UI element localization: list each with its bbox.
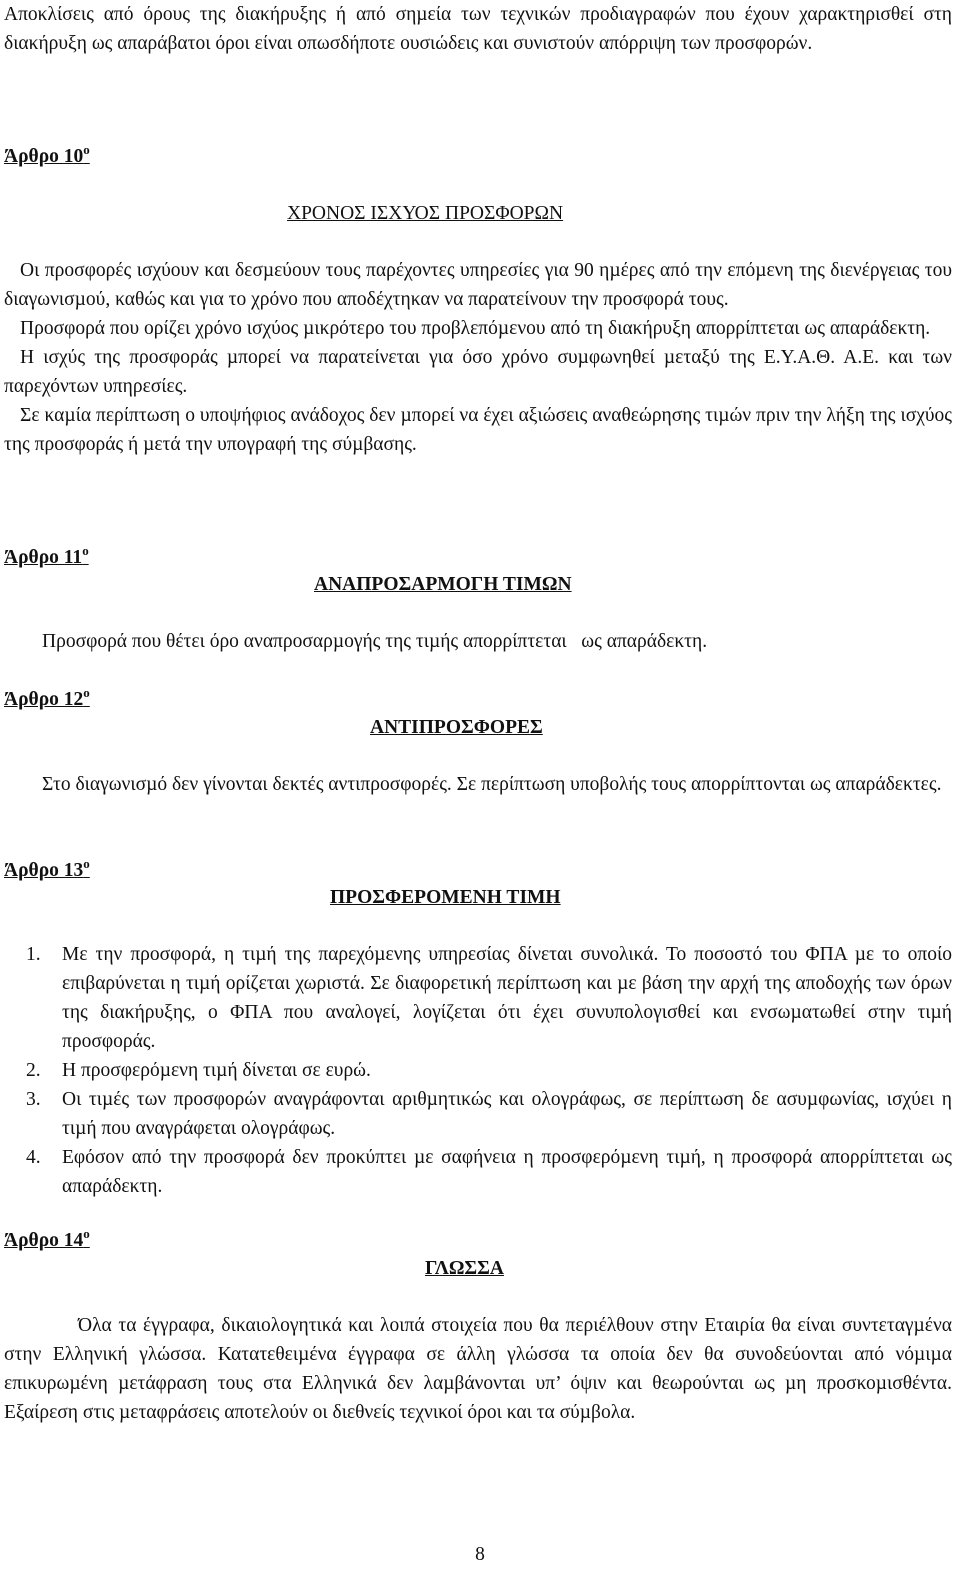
article-14-label: Άρθρο 14 [4, 1230, 84, 1251]
article-14-title: ΓΛΩΣΣΑ [425, 1258, 505, 1279]
article-10-heading [4, 142, 90, 171]
article-12-label: Άρθρο 12 [4, 689, 84, 710]
list-item-number: 4. [26, 1147, 41, 1168]
list-item-text: Οι τιµές των προσφορών αναγράφονται αριθµητικώς και ολογράφως, σε περίπτωση δε ασυµφωνίας, ισχύει η τιµή που αναγράφεται ολογράφως. [62, 1089, 952, 1139]
article-11-label: Άρθρο 11 [4, 547, 83, 568]
article-13-heading [4, 856, 90, 885]
list-item-text: Εφόσον από την προσφορά δεν προκύπτει µε σαφήνεια η προσφερόµενη τιµή, η προσφορά απορρίπτεται ως απαράδεκτη. [62, 1147, 952, 1197]
article-10-body [4, 256, 952, 459]
article-11-text: Προσφορά που θέτει όρο αναπροσαρµογής της τιµής απορρίπτεται ως απαράδεκτη. [42, 631, 708, 652]
article-12-title: ΑΝΤΙΠΡΟΣΦΟΡΕΣ [370, 717, 543, 738]
article-11-body [4, 627, 952, 656]
article-14-heading [4, 1226, 90, 1255]
article-12-sup: ο [83, 685, 90, 700]
article-10-sup: ο [83, 142, 90, 157]
article-10-paragraph: Προσφορά που ορίζει χρόνο ισχύος µικρότερο του προβλεπόµενου από τη διακήρυξη απορρίπτεται ως απαράδεκτη. [20, 318, 931, 339]
list-item [4, 1085, 952, 1143]
article-12-heading [4, 685, 90, 714]
article-11-title: ΑΝΑΠΡΟΣΑΡΜΟΓΗ ΤΙΜΩΝ [314, 574, 572, 595]
article-12-body [4, 770, 952, 799]
list-item-text: Με την προσφορά, η τιµή της παρεχόµενης υπηρεσίας δίνεται συνολικά. Το ποσοστό του ΦΠΑ µε το οποίο επιβαρύνεται η τιµή ορίζεται χωριστά. Σε διαφορετική περίπτωση και µε βάση την αρχή της αποδοχής των όρων της διακήρυξης, ο ΦΠΑ που αναλογεί, λογίζεται ότι έχει συνυπολογισθεί και ενσωµατωθεί στην τιµή προσφοράς. [62, 944, 952, 1052]
article-11-heading [4, 543, 89, 572]
list-item [4, 1143, 952, 1201]
article-14-text: Όλα τα έγγραφα, δικαιολογητικά και λοιπά στοιχεία που θα περιέλθουν στην Εταιρία θα είναι συντεταγµένα στην Ελληνική γλώσσα. Κατατεθειµένα έγγραφα σε άλλη γλώσσα τα οποία δεν θα συνοδεύονται από νόµιµα επικυρωµένη µετάφραση τους στα Ελληνικά δεν λαµβάνονται υπ’ όψιν και θεωρούνται ως µη προσκοµισθέντα. Εξαίρεση στις µεταφράσεις αποτελούν οι διεθνείς τεχνικοί όροι και τα σύµβολα. [4, 1315, 952, 1423]
list-item-text: Η προσφερόµενη τιµή δίνεται σε ευρώ. [62, 1060, 371, 1081]
page-number: 8 [475, 1544, 485, 1565]
list-item-number: 1. [26, 944, 41, 965]
article-11-sup: ο [82, 543, 89, 558]
article-12-text: Στο διαγωνισµό δεν γίνονται δεκτές αντιπροσφορές. Σε περίπτωση υποβολής τους απορρίπτονται ως απαράδεκτες. [42, 774, 942, 795]
article-14-sup: ο [83, 1226, 90, 1241]
article-14-body [4, 1311, 952, 1427]
article-10-title: ΧΡΟΝΟΣ ΙΣΧΥΟΣ ΠΡΟΣΦΟΡΩΝ [287, 203, 564, 224]
article-13-label: Άρθρο 13 [4, 860, 84, 881]
article-13-list [4, 940, 952, 1201]
article-13-title: ΠΡΟΣΦΕΡΟΜΕΝΗ ΤΙΜΗ [330, 887, 561, 908]
article-10-paragraph: Η ισχύς της προσφοράς µπορεί να παρατείνεται για όσο χρόνο συµφωνηθεί µεταξύ της Ε.Υ.Α.Θ. Α.Ε. και των παρεχόντων υπηρεσίες. [4, 347, 952, 397]
list-item-number: 3. [26, 1089, 41, 1110]
intro-paragraph [4, 0, 952, 58]
list-item [4, 940, 952, 1056]
article-10-paragraph: Οι προσφορές ισχύουν και δεσµεύουν τους παρέχοντες υπηρεσίες για 90 ηµέρες από την επόµενη της διενέργειας του διαγωνισµού, καθώς και για το χρόνο που αποδέχτηκαν να παρατείνουν την προσφορά τους. [4, 260, 952, 310]
intro-text: Αποκλίσεις από όρους της διακήρυξης ή από σηµεία των τεχνικών προδιαγραφών που έχουν χαρακτηρισθεί στη διακήρυξη ως απαράβατοι όροι είναι οπωσδήποτε ουσιώδεις και συνιστούν απόρριψη των προσφορών. [4, 4, 952, 54]
list-item-number: 2. [26, 1060, 41, 1081]
article-10-paragraph: Σε καµία περίπτωση ο υποψήφιος ανάδοχος δεν µπορεί να έχει αξιώσεις αναθεώρησης τιµών πριν την λήξη της ισχύος της προσφοράς ή µετά την υπογραφή της σύµβασης. [4, 405, 952, 455]
article-10-label: Άρθρο 10 [4, 146, 84, 167]
article-13-sup: ο [83, 856, 90, 871]
list-item [4, 1056, 952, 1085]
